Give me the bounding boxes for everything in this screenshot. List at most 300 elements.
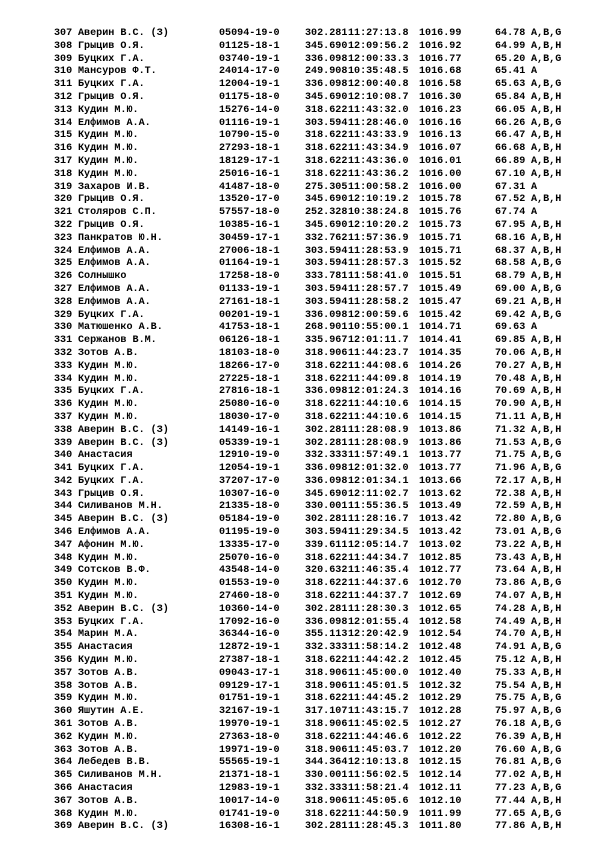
coefficient-value: 77.44 — [495, 795, 526, 807]
coefficient-value: 77.86 — [495, 821, 526, 833]
category-flags: A,B,H — [531, 386, 562, 398]
ring-id: 36344-16-0 — [219, 629, 280, 641]
table-row — [0, 374, 600, 387]
participant-name: Аверин В.С. (З) — [78, 821, 169, 833]
speed-value: 1012.54 — [419, 629, 462, 641]
distance-value: 318.622 — [305, 578, 348, 590]
row-number: 327 — [54, 283, 73, 295]
coefficient-value: 64.78 — [495, 28, 526, 39]
table-row — [0, 796, 600, 809]
arrival-time: 12:10:19.2 — [348, 194, 409, 206]
coefficient-value: 71.96 — [495, 463, 526, 475]
speed-value: 1012.85 — [419, 552, 462, 564]
row-number: 341 — [54, 463, 73, 475]
coefficient-value: 67.95 — [495, 219, 526, 231]
category-flags: A,B,G — [531, 258, 562, 270]
category-flags: A,B,H — [531, 143, 562, 155]
participant-name: Кудин М.Ю. — [78, 808, 139, 820]
row-number: 320 — [54, 194, 73, 206]
table-row — [0, 642, 600, 655]
speed-value: 1015.71 — [419, 232, 462, 244]
distance-value: 318.906 — [305, 744, 348, 756]
row-number: 342 — [54, 475, 73, 487]
category-flags: A,B,G — [531, 463, 562, 475]
participant-name: Кудин М.Ю. — [78, 155, 139, 167]
table-row — [0, 220, 600, 233]
ring-id: 37207-17-0 — [219, 475, 280, 487]
row-number: 330 — [54, 322, 73, 334]
row-number: 365 — [54, 770, 73, 782]
row-number: 345 — [54, 514, 73, 526]
distance-value: 318.622 — [305, 731, 348, 743]
distance-value: 345.690 — [305, 91, 348, 103]
distance-value: 249.908 — [305, 66, 348, 78]
ring-id: 41487-18-0 — [219, 181, 280, 193]
row-number: 338 — [54, 424, 73, 436]
arrival-time: 11:29:34.5 — [348, 527, 409, 539]
category-flags: A,B,G — [531, 706, 562, 718]
speed-value: 1013.02 — [419, 539, 462, 551]
arrival-time: 11:44:08.6 — [348, 360, 409, 372]
coefficient-value: 75.33 — [495, 667, 526, 679]
coefficient-value: 77.23 — [495, 783, 526, 795]
category-flags: A,B,H — [531, 347, 562, 359]
participant-name: Кудин М.Ю. — [78, 360, 139, 372]
participant-name: Матюшенко А.В. — [78, 322, 163, 334]
arrival-time: 11:27:13.8 — [348, 28, 409, 39]
coefficient-value: 71.32 — [495, 424, 526, 436]
row-number: 308 — [54, 40, 73, 52]
table-row — [0, 604, 600, 617]
arrival-time: 11:44:23.7 — [348, 347, 409, 359]
table-row — [0, 745, 600, 758]
category-flags: A — [531, 181, 538, 193]
coefficient-value: 65.20 — [495, 53, 526, 65]
coefficient-value: 66.89 — [495, 155, 526, 167]
category-flags: A,B,H — [531, 232, 562, 244]
arrival-time: 11:58:41.0 — [348, 271, 409, 283]
ring-id: 09129-17-1 — [219, 680, 280, 692]
row-number: 326 — [54, 271, 73, 283]
distance-value: 336.098 — [305, 463, 348, 475]
row-number: 333 — [54, 360, 73, 372]
coefficient-value: 69.00 — [495, 283, 526, 295]
participant-name: Анастасия — [78, 642, 133, 654]
ring-id: 16308-16-1 — [219, 821, 280, 833]
table-row — [0, 169, 600, 182]
distance-value: 275.305 — [305, 181, 348, 193]
coefficient-value: 70.27 — [495, 360, 526, 372]
speed-value: 1016.16 — [419, 117, 462, 129]
ring-id: 12910-19-0 — [219, 450, 280, 462]
category-flags: A,B,G — [531, 514, 562, 526]
ring-id: 41753-18-1 — [219, 322, 280, 334]
ring-id: 17258-18-0 — [219, 271, 280, 283]
ring-id: 05094-19-0 — [219, 28, 280, 39]
coefficient-value: 67.31 — [495, 181, 526, 193]
participant-name: Буцких Г.А. — [78, 463, 145, 475]
arrival-time: 11:43:32.0 — [348, 104, 409, 116]
speed-value: 1011.99 — [419, 808, 462, 820]
distance-value: 345.690 — [305, 40, 348, 52]
ring-id: 01195-19-0 — [219, 527, 280, 539]
category-flags: A,B,G — [531, 117, 562, 129]
speed-value: 1012.32 — [419, 680, 462, 692]
coefficient-value: 68.16 — [495, 232, 526, 244]
category-flags: A,B,H — [531, 219, 562, 231]
distance-value: 333.781 — [305, 271, 348, 283]
arrival-time: 11:58:21.4 — [348, 783, 409, 795]
table-row — [0, 783, 600, 796]
participant-name: Зотов А.В. — [78, 667, 139, 679]
arrival-time: 11:45:03.7 — [348, 744, 409, 756]
row-number: 356 — [54, 655, 73, 667]
category-flags: A,B,H — [531, 475, 562, 487]
category-flags: A,B,H — [531, 399, 562, 411]
distance-value: 345.690 — [305, 194, 348, 206]
speed-value: 1012.65 — [419, 603, 462, 615]
distance-value: 318.906 — [305, 795, 348, 807]
row-number: 332 — [54, 347, 73, 359]
arrival-time: 11:44:46.6 — [348, 731, 409, 743]
coefficient-value: 64.99 — [495, 40, 526, 52]
speed-value: 1012.45 — [419, 655, 462, 667]
row-number: 328 — [54, 296, 73, 308]
participant-name: Солнышко — [78, 271, 127, 283]
arrival-time: 10:55:00.1 — [348, 322, 409, 334]
distance-value: 318.622 — [305, 143, 348, 155]
speed-value: 1016.13 — [419, 130, 462, 142]
arrival-time: 12:00:59.6 — [348, 309, 409, 321]
row-number: 361 — [54, 719, 73, 731]
coefficient-value: 66.05 — [495, 104, 526, 116]
table-row — [0, 118, 600, 131]
arrival-time: 12:20:42.9 — [348, 629, 409, 641]
speed-value: 1016.00 — [419, 181, 462, 193]
participant-name: Захаров И.В. — [78, 181, 151, 193]
arrival-time: 11:44:10.6 — [348, 411, 409, 423]
category-flags: A,B,G — [531, 53, 562, 65]
category-flags: A,B,H — [531, 411, 562, 423]
ring-id: 17092-16-0 — [219, 616, 280, 628]
ring-id: 10360-14-0 — [219, 603, 280, 615]
ring-id: 43548-14-0 — [219, 565, 280, 577]
distance-value: 303.594 — [305, 296, 348, 308]
coefficient-value: 74.49 — [495, 616, 526, 628]
speed-value: 1012.48 — [419, 642, 462, 654]
ring-id: 12872-19-1 — [219, 642, 280, 654]
table-row — [0, 770, 600, 783]
speed-value: 1015.47 — [419, 296, 462, 308]
speed-value: 1014.41 — [419, 335, 462, 347]
participant-name: Силиванов М.Н. — [78, 501, 163, 513]
speed-value: 1015.76 — [419, 207, 462, 219]
row-number: 362 — [54, 731, 73, 743]
table-row — [0, 28, 600, 41]
participant-name: Зотов А.В. — [78, 347, 139, 359]
participant-name: Елфимов А.А. — [78, 296, 151, 308]
coefficient-value: 77.02 — [495, 770, 526, 782]
distance-value: 330.001 — [305, 770, 348, 782]
category-flags: A,B,G — [531, 283, 562, 295]
coefficient-value: 74.91 — [495, 642, 526, 654]
category-flags: A — [531, 66, 538, 78]
category-flags: A,B,H — [531, 821, 562, 833]
table-row — [0, 41, 600, 54]
participant-name: Силиванов М.Н. — [78, 770, 163, 782]
category-flags: A,B,H — [531, 591, 562, 603]
arrival-time: 12:00:40.8 — [348, 79, 409, 91]
distance-value: 302.281 — [305, 603, 348, 615]
table-row — [0, 386, 600, 399]
distance-value: 318.622 — [305, 411, 348, 423]
ring-id: 01125-18-1 — [219, 40, 280, 52]
speed-value: 1015.42 — [419, 309, 462, 321]
arrival-time: 11:56:02.5 — [348, 770, 409, 782]
distance-value: 332.333 — [305, 642, 348, 654]
participant-name: Буцких Г.А. — [78, 475, 145, 487]
arrival-time: 11:28:58.2 — [348, 296, 409, 308]
speed-value: 1015.49 — [419, 283, 462, 295]
arrival-time: 11:28:08.9 — [348, 437, 409, 449]
ring-id: 12004-19-1 — [219, 79, 280, 91]
row-number: 312 — [54, 91, 73, 103]
arrival-time: 11:43:34.9 — [348, 143, 409, 155]
arrival-time: 11:44:37.6 — [348, 578, 409, 590]
coefficient-value: 67.10 — [495, 168, 526, 180]
distance-value: 303.594 — [305, 258, 348, 270]
ring-id: 30459-17-1 — [219, 232, 280, 244]
ring-id: 01116-19-1 — [219, 117, 280, 129]
table-row — [0, 105, 600, 118]
table-row — [0, 130, 600, 143]
coefficient-value: 74.07 — [495, 591, 526, 603]
category-flags: A,B,H — [531, 501, 562, 513]
row-number: 352 — [54, 603, 73, 615]
category-flags: A,B,H — [531, 104, 562, 116]
row-number: 317 — [54, 155, 73, 167]
speed-value: 1012.40 — [419, 667, 462, 679]
table-row — [0, 681, 600, 694]
table-row — [0, 821, 600, 834]
participant-name: Кудин М.Ю. — [78, 552, 139, 564]
participant-name: Столяров С.П. — [78, 207, 157, 219]
ring-id: 27161-18-1 — [219, 296, 280, 308]
participant-name: Аверин В.С. (З) — [78, 424, 169, 436]
coefficient-value: 67.74 — [495, 207, 526, 219]
participant-name: Кудин М.Ю. — [78, 655, 139, 667]
speed-value: 1012.14 — [419, 770, 462, 782]
speed-value: 1014.26 — [419, 360, 462, 372]
distance-value: 302.281 — [305, 514, 348, 526]
ring-id: 01164-19-1 — [219, 258, 280, 270]
speed-value: 1016.92 — [419, 40, 462, 52]
row-number: 355 — [54, 642, 73, 654]
arrival-time: 12:05:14.7 — [348, 539, 409, 551]
row-number: 321 — [54, 207, 73, 219]
ring-id: 19970-19-1 — [219, 719, 280, 731]
ring-id: 10307-16-0 — [219, 488, 280, 500]
coefficient-value: 72.38 — [495, 488, 526, 500]
table-row — [0, 92, 600, 105]
speed-value: 1015.73 — [419, 219, 462, 231]
arrival-time: 12:01:34.1 — [348, 475, 409, 487]
speed-value: 1012.10 — [419, 795, 462, 807]
coefficient-value: 74.70 — [495, 629, 526, 641]
category-flags: A,B,G — [531, 79, 562, 91]
category-flags: A,B,G — [531, 450, 562, 462]
row-number: 322 — [54, 219, 73, 231]
speed-value: 1015.78 — [419, 194, 462, 206]
table-row — [0, 578, 600, 591]
row-number: 353 — [54, 616, 73, 628]
distance-value: 318.906 — [305, 719, 348, 731]
table-row — [0, 258, 600, 271]
ring-id: 06126-18-1 — [219, 335, 280, 347]
ring-id: 09043-17-1 — [219, 667, 280, 679]
coefficient-value: 70.90 — [495, 399, 526, 411]
row-number: 314 — [54, 117, 73, 129]
participant-name: Кудин М.Ю. — [78, 130, 139, 142]
arrival-time: 11:43:15.7 — [348, 706, 409, 718]
category-flags: A,B,H — [531, 168, 562, 180]
table-row — [0, 565, 600, 578]
ring-id: 27006-18-1 — [219, 245, 280, 257]
coefficient-value: 69.63 — [495, 322, 526, 334]
ring-id: 18103-18-0 — [219, 347, 280, 359]
ring-id: 15276-14-0 — [219, 104, 280, 116]
table-row — [0, 527, 600, 540]
row-number: 351 — [54, 591, 73, 603]
participant-name: Грыцив О.Я. — [78, 91, 145, 103]
participant-name: Зотов А.В. — [78, 795, 139, 807]
table-row — [0, 655, 600, 668]
category-flags: A,B,H — [531, 552, 562, 564]
row-number: 331 — [54, 335, 73, 347]
category-flags: A,B,H — [531, 603, 562, 615]
row-number: 310 — [54, 66, 73, 78]
arrival-time: 11:44:50.9 — [348, 808, 409, 820]
arrival-time: 11:57:49.1 — [348, 450, 409, 462]
table-row — [0, 335, 600, 348]
row-number: 323 — [54, 232, 73, 244]
speed-value: 1014.35 — [419, 347, 462, 359]
row-number: 313 — [54, 104, 73, 116]
category-flags: A,B,H — [531, 680, 562, 692]
row-number: 336 — [54, 399, 73, 411]
ring-id: 25080-16-0 — [219, 399, 280, 411]
arrival-time: 11:46:35.4 — [348, 565, 409, 577]
arrival-time: 11:28:57.7 — [348, 283, 409, 295]
speed-value: 1014.71 — [419, 322, 462, 334]
row-number: 319 — [54, 181, 73, 193]
arrival-time: 11:43:36.0 — [348, 155, 409, 167]
ring-id: 01175-18-0 — [219, 91, 280, 103]
category-flags: A,B,H — [531, 770, 562, 782]
table-row — [0, 310, 600, 323]
distance-value: 336.098 — [305, 386, 348, 398]
distance-value: 336.098 — [305, 309, 348, 321]
coefficient-value: 65.63 — [495, 79, 526, 91]
coefficient-value: 73.01 — [495, 527, 526, 539]
row-number: 311 — [54, 79, 73, 91]
ring-id: 14149-16-1 — [219, 424, 280, 436]
table-row — [0, 501, 600, 514]
coefficient-value: 65.41 — [495, 66, 526, 78]
arrival-time: 11:44:10.6 — [348, 399, 409, 411]
table-row — [0, 438, 600, 451]
coefficient-value: 76.39 — [495, 731, 526, 743]
participant-name: Марин М.А. — [78, 629, 139, 641]
distance-value: 318.622 — [305, 591, 348, 603]
arrival-time: 11:43:36.2 — [348, 168, 409, 180]
ring-id: 27460-18-0 — [219, 591, 280, 603]
category-flags: A,B,G — [531, 642, 562, 654]
arrival-time: 12:10:20.2 — [348, 219, 409, 231]
arrival-time: 12:01:11.7 — [348, 335, 409, 347]
category-flags: A,B,H — [531, 40, 562, 52]
table-row — [0, 361, 600, 374]
distance-value: 318.622 — [305, 373, 348, 385]
participant-name: Кудин М.Ю. — [78, 591, 139, 603]
coefficient-value: 71.11 — [495, 411, 526, 423]
distance-value: 268.901 — [305, 322, 348, 334]
distance-value: 345.690 — [305, 488, 348, 500]
table-row — [0, 553, 600, 566]
speed-value: 1013.42 — [419, 527, 462, 539]
arrival-time: 12:11:02.7 — [348, 488, 409, 500]
category-flags: A,B,G — [531, 693, 562, 705]
distance-value: 336.098 — [305, 616, 348, 628]
participant-name: Буцких Г.А. — [78, 386, 145, 398]
participant-name: Анастасия — [78, 783, 133, 795]
distance-value: 318.622 — [305, 693, 348, 705]
ring-id: 24014-17-0 — [219, 66, 280, 78]
ring-id: 25016-16-1 — [219, 168, 280, 180]
arrival-time: 12:01:55.4 — [348, 616, 409, 628]
table-row — [0, 194, 600, 207]
ring-id: 12983-19-1 — [219, 783, 280, 795]
category-flags: A,B,G — [531, 744, 562, 756]
distance-value: 320.632 — [305, 565, 348, 577]
table-row — [0, 156, 600, 169]
speed-value: 1013.62 — [419, 488, 462, 500]
category-flags: A,B,H — [531, 373, 562, 385]
participant-name: Яшутин А.Е. — [78, 706, 145, 718]
participant-name: Кудин М.Ю. — [78, 373, 139, 385]
row-number: 339 — [54, 437, 73, 449]
ring-id: 18030-17-0 — [219, 411, 280, 423]
distance-value: 336.098 — [305, 53, 348, 65]
table-row — [0, 233, 600, 246]
speed-value: 1012.77 — [419, 565, 462, 577]
speed-value: 1014.16 — [419, 386, 462, 398]
arrival-time: 11:44:09.8 — [348, 373, 409, 385]
table-row — [0, 79, 600, 92]
participant-name: Аверин В.С. (З) — [78, 28, 169, 39]
table-row — [0, 668, 600, 681]
row-number: 360 — [54, 706, 73, 718]
row-number: 366 — [54, 783, 73, 795]
speed-value: 1015.52 — [419, 258, 462, 270]
table-row — [0, 591, 600, 604]
row-number: 347 — [54, 539, 73, 551]
coefficient-value: 66.47 — [495, 130, 526, 142]
row-number: 334 — [54, 373, 73, 385]
category-flags: A,B,G — [531, 309, 562, 321]
category-flags: A,B,H — [531, 565, 562, 577]
table-row — [0, 757, 600, 770]
